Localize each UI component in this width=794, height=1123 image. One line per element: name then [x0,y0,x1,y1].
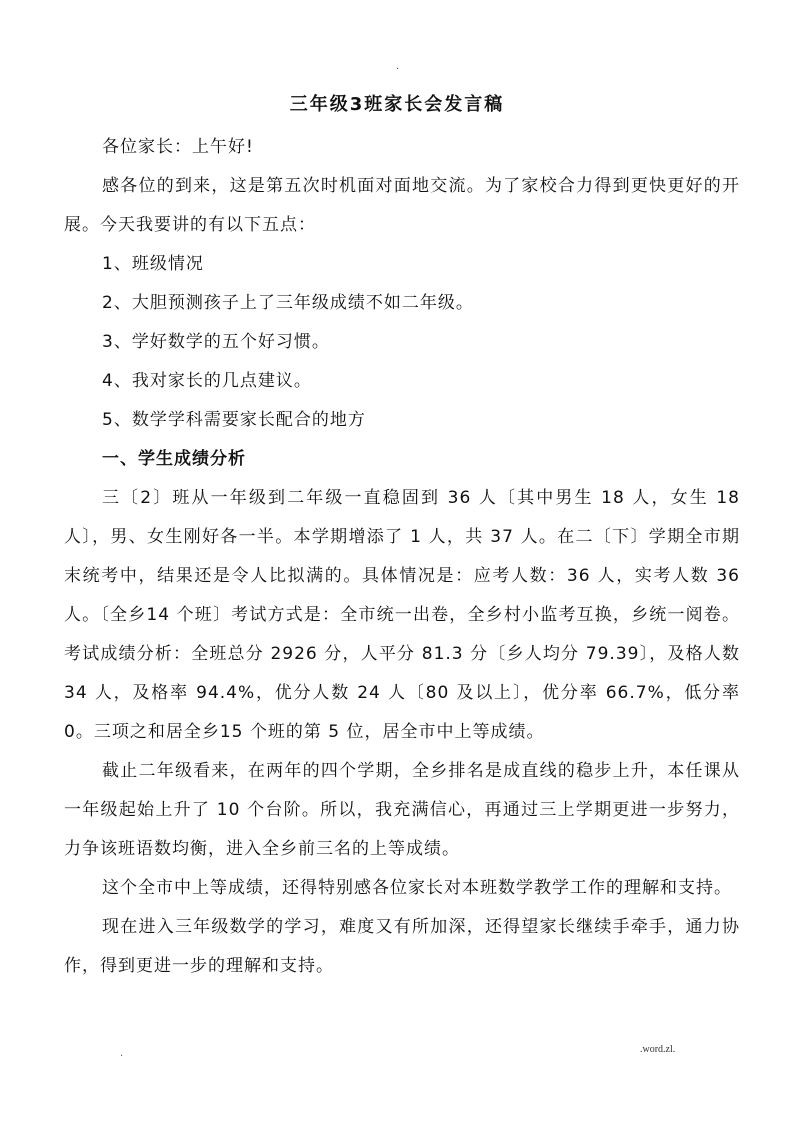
point-item-2: 2、大胆预测孩子上了三年级成绩不如二年级。 [102,293,474,313]
ranking-paragraph: 截止二年级看来，在两年的四个学期，全乡排名是成直线的稳步上升，本任课从一年级起始上升了 10 个台阶。所以，我充满信心，再通过三上学期更进一步努力，力争该班语数均衡，进入全乡前三名的上等成绩。 [64,761,740,859]
cooperation-paragraph: 现在进入三年级数学的学习，难度又有所加深，还得望家长继续手牵手，通力协作，得到更进一步的理解和支持。 [64,917,740,976]
document-title: 三年级3班家长会发言稿 [289,94,505,115]
footer-watermark: .word.zl. [640,1044,676,1055]
intro-paragraph: 感各位的到来，这是第五次时机面对面地交流。为了家校合力得到更快更好的开展。今天我要讲的有以下五点： [64,176,740,235]
header-mark: . [396,61,400,72]
greeting: 各位家长：上午好! [102,137,254,157]
section-heading: 一、学生成绩分析 [102,449,246,469]
point-item-5: 5、数学学科需要家长配合的地方 [102,410,366,430]
thanks-paragraph: 这个全市中上等成绩，还得特别感各位家长对本班数学教学工作的理解和支持。 [102,878,732,898]
score-analysis-paragraph: 三〔2〕班从一年级到二年级一直稳固到 36 人〔其中男生 18 人，女生 18 人〕，男、女生刚好各一半。本学期增添了 1 人，共 37 人。在二〔下〕学期全市期末统考中，结果还是令人比拟满的。具体情况是：应考人数：36 人，实考人数 36 人。〔全乡14 个班〕考试方式是：全市统一出卷，全乡村小监考互换，乡统一阅卷。考试成绩分析：全班总分 2926 分，人平分 81.3 分〔乡人均分 79.39〕，及格人数 34 人，及格率 94.4%，优分人数 24 人〔80 及以上〕，优分率 66.7%，低分率 0。三项之和居全乡15 个班的第 5 位，居全市中上等成绩。 [64,488,740,742]
point-item-1: 1、班级情况 [102,254,204,274]
document-body [64,128,740,986]
point-item-3: 3、学好数学的五个好习惯。 [102,332,330,352]
point-item-4: 4、我对家长的几点建议。 [102,371,312,391]
footer-mark: . [120,1048,124,1059]
